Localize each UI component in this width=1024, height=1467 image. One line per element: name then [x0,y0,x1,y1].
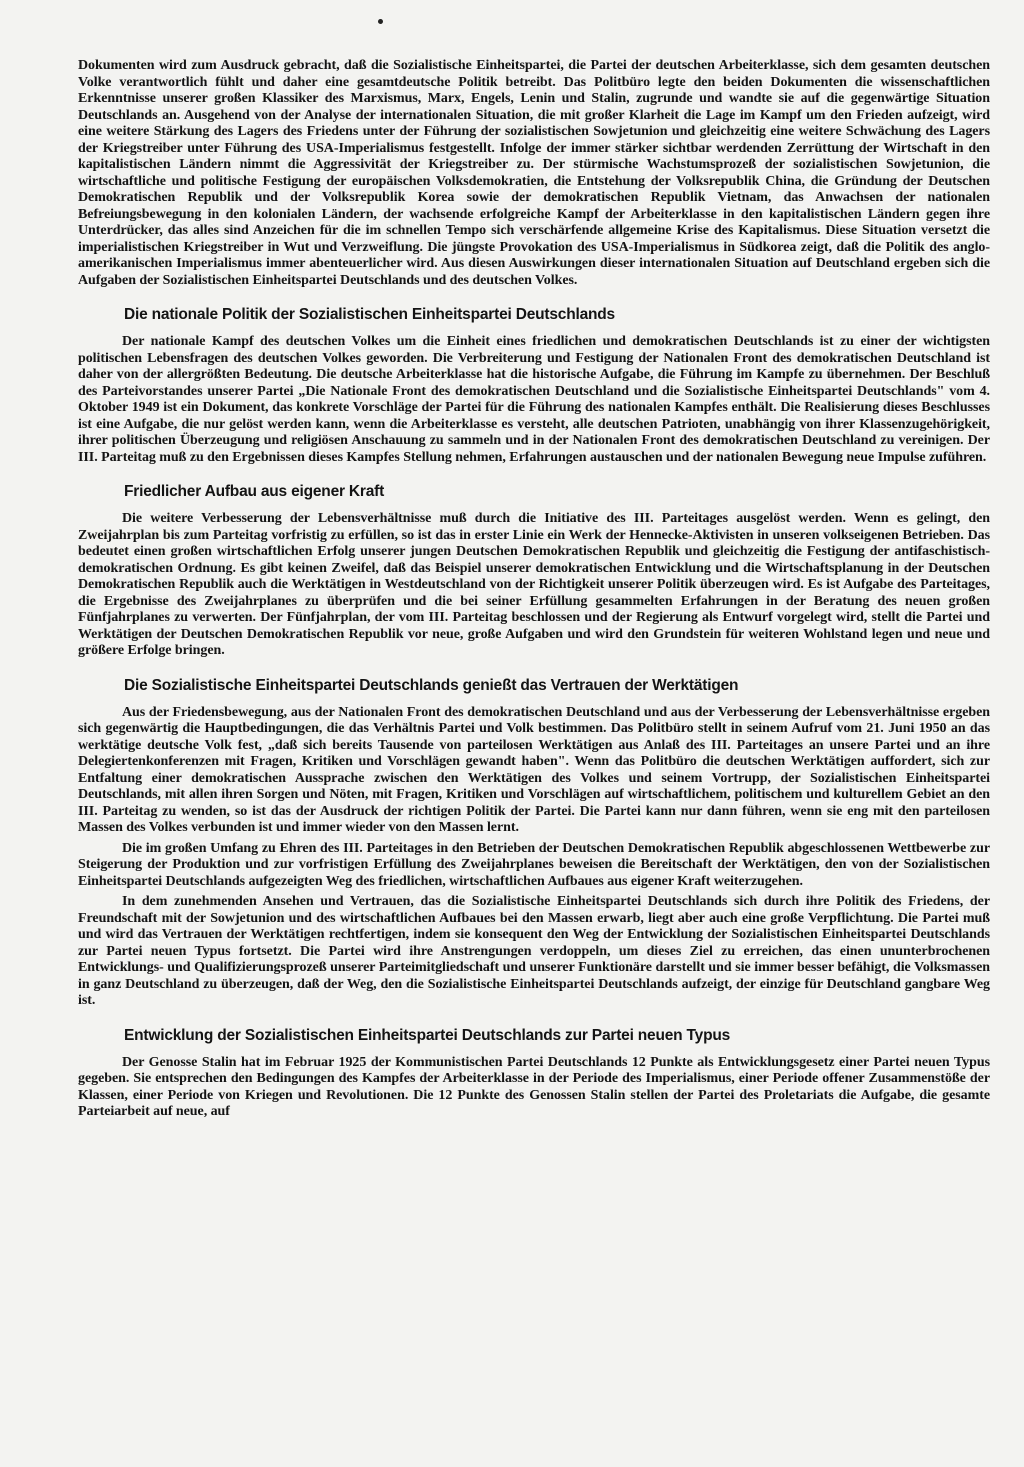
section-heading: Die Sozialistische Einheitspartei Deutschlands genießt das Vertrauen der Werktätigen [124,676,739,694]
section-friedlicher-aufbau [78,482,990,660]
intro-paragraph: Dokumenten wird zum Ausdruck gebracht, daß die Sozialistische Einheitspartei, die Partei der deutschen Arbeiterklasse, sich dem gesamten deutschen Volke verantwortlich fühlt und daher eine gesamtdeutsche Politik betreibt. Das Politbüro legte den beiden Dokumenten die wissenschaftlichen Erkenntnisse unserer großen Klassiker des Marxismus, Marx, Engels, Lenin und Stalin, zugrunde und wandte sie auf die gegenwärtige Situation Deutschlands an. Ausgehend von der Analyse der internationalen Situation, die mit großer Klarheit die Lage im Kampf um den Frieden aufzeigt, wird eine weitere Stärkung des Lagers des Friedens unter der Führung der sozialistischen Sowjetunion und gleichzeitig eine weitere Schwächung des Lagers der Kriegstreiber unter Führung des USA-Imperialismus festgestellt. Infolge der immer stärker sichtbar werdenden Zerrüttung der Wirtschaft in den kapitalistischen Ländern nimmt die Aggressivität der Kriegstreiber zu. Der stürmische Wachstumsprozeß der sozialistischen Sowjetunion, die wirtschaftliche und politische Festigung der europäischen Volksdemokratien, die Entstehung der Volksrepublik China, die Gründung der Deutschen Demokratischen Republik und der Volksrepublik Korea sowie der demokratischen Republik Vietnam, das Anwachsen der nationalen Befreiungsbewegung in den kolonialen Ländern, der wachsende erfolgreiche Kampf der Arbeiterklasse in den kapitalistischen Ländern gegen ihre Unterdrücker, das alles sind Anzeichen für die im schnellen Tempo sich verschärfende allgemeine Krise des Kapitalismus. Diese Situation versetzt die imperialistischen Kriegstreiber in Wut und Verzweiflung. Die jüngste Provokation des USA-Imperialismus in Südkorea zeigt, daß die Politik des anglo-amerikanischen Imperialismus immer abenteuerlicher wird. Aus diesen Auswirkungen dieser internationalen Situation auf Deutschland ergeben sich die Aufgaben der Sozialistischen Einheitspartei Deutschlands und des deutschen Volkes. [78,58,990,288]
section-heading: Die nationale Politik der Sozialistischen Einheitspartei Deutschlands [124,306,615,323]
print-speck [378,19,383,24]
section-vertrauen [78,676,990,1010]
section-paragraph: In dem zunehmenden Ansehen und Vertrauen, das die Sozialistische Einheitspartei Deutschlands sich durch ihre Politik des Friedens, der Freundschaft mit der Sowjetunion und des wirtschaftlichen Aufbaues bei den Massen erwarb, liegt aber auch eine große Verpflichtung. Die Partei muß und wird das Vertrauen der Werktätigen rechtfertigen, indem sie konsequent den Weg der Entwicklung der Sozialistischen Einheitspartei Deutschlands zur Partei neuen Typus fortsetzt. Die Partei wird ihre Anstrengungen verdoppeln, um dieses Ziel zu erreichen, das einen ununterbrochenen Entwicklungs- und Qualifizierungsprozeß unserer Parteimitgliedschaft und unserer Funktionäre darstellt und sie immer besser befähigt, die Volksmassen in ganz Deutschland zu überzeugen, daß der Weg, den die Sozialistische Einheitspartei Deutschlands aufzeigt, der einzige für Deutschland gangbare Weg ist. [78,894,990,1008]
section-nationale-politik [78,305,990,466]
section-paragraph: Der Genosse Stalin hat im Februar 1925 der Kommunistischen Partei Deutschlands 12 Punkte als Entwicklungsgesetz einer Partei neuen Typus gegeben. Sie entsprechen den Bedingungen des Kampfes der Arbeiterklasse in der Periode des Imperialismus, einer Periode offener Zusammenstöße der Klassen, einer Periode von Kriegen und Revolutionen. Die 12 Punkte des Genossen Stalin stellen der Partei des Proletariats die Aufgabe, die gesamte Parteiarbeit auf neue, auf [78,1054,990,1119]
section-paragraph: Die im großen Umfang zu Ehren des III. Parteitages in den Betrieben der Deutschen Demokratischen Republik abgeschlossenen Wettbewerbe zur Steigerung der Produktion und zur vorfristigen Erfüllung des Zweijahrplanes beweisen die Bereitschaft der Werktätigen, den von der Sozialistischen Einheitspartei Deutschlands aufgezeigten Weg des friedlichen, wirtschaftlichen Aufbaues aus eigener Kraft weiterzugehen. [78,840,990,889]
section-partei-neuen-typus [78,1026,990,1121]
document-page [78,58,990,1388]
section-heading: Friedlicher Aufbau aus eigener Kraft [124,483,385,500]
section-paragraph: Der nationale Kampf des deutschen Volkes um die Einheit eines friedlichen und demokratischen Deutschlands ist zu einer der wichtigsten politischen Lebensfragen des deutschen Volkes geworden. Die Verbreiterung und Festigung der Nationalen Front des demokratischen Deutschland ist daher von der allergrößten Bedeutung. Die deutsche Arbeiterklasse hat die historische Aufgabe, die Führung im Kampfe zu übernehmen. Der Beschluß des Parteivorstandes unserer Partei „Die Nationale Front des demokratischen Deutschland und die Sozialistische Einheitspartei Deutschlands" vom 4. Oktober 1949 ist ein Dokument, das konkrete Vorschläge der Partei für die Führung des nationalen Kampfes enthält. Die Realisierung dieses Beschlusses ist eine Aufgabe, die nur gelöst werden kann, wenn die Arbeiterklasse es versteht, alle deutschen Patrioten, unabhängig von ihrer Klassenzugehörigkeit, ihrer politischen Überzeugung und religiösen Anschauung zu sammeln und in der Nationalen Front des demokratischen Deutschland zu vereinigen. Der III. Parteitag muß zu den Ergebnissen dieses Kampfes Stellung nehmen, Erfahrungen austauschen und der nationalen Bewegung neue Impulse zuführen. [78,334,990,465]
section-paragraph: Aus der Friedensbewegung, aus der Nationalen Front des demokratischen Deutschland und aus der Verbesserung der Lebensverhältnisse ergeben sich gegenwärtig die Hauptbedingungen, die das Verhältnis Partei und Volk bestimmen. Das Politbüro stellt in seinem Aufruf vom 21. Juni 1950 an das werktätige deutsche Volk fest, „daß sich bereits Tausende von parteilosen Werktätigen aus Anlaß des III. Parteitages an unsere Partei und an ihre Delegiertenkonferenzen mit Fragen, Kritiken und Vorschlägen gewandt haben". Wenn das Politbüro die deutschen Werktätigen auffordert, sich zur Entfaltung einer demokratischen Aussprache zwischen den Werktätigen des Volkes und seinem Vortrupp, der Sozialistischen Einheitspartei Deutschlands, mit allen ihren Sorgen und Nöten, mit Fragen, Kritiken und Vorschlägen auf wirtschaftlichem, politischem und kulturellem Gebiet an den III. Parteitag zu wenden, so ist das der Ausdruck der richtigen Politik der Partei. Die Partei kann nur dann führen, wenn sie eng mit den parteilosen Massen des Volkes verbunden ist und immer wieder von den Massen lernt. [78,704,990,835]
section-heading: Entwicklung der Sozialistischen Einheitspartei Deutschlands zur Partei neuen Typus [124,1026,731,1044]
section-paragraph: Die weitere Verbesserung der Lebensverhältnisse muß durch die Initiative des III. Parteitages ausgelöst werden. Wenn es gelingt, den Zweijahrplan bis zum Parteitag vorfristig zu erfüllen, so ist das in erster Linie ein Werk der Hennecke-Aktivisten in unseren volkseigenen Betrieben. Das bedeutet einen großen wirtschaftlichen Erfolg unserer jungen Deutschen Demokratischen Republik und gleichzeitig die Festigung der antifaschistisch-demokratischen Ordnung. Es gibt keinen Zweifel, daß das Beispiel unserer demokratischen Entwicklung und die Wirtschaftsplanung in der Deutschen Demokratischen Republik auch die Werktätigen in Westdeutschland von der Richtigkeit unserer Politik überzeugen wird. Es ist Aufgabe des Parteitages, die Ergebnisse des Zweijahrplanes zu überprüfen und die bei seiner Erfüllung gesammelten Erfahrungen in der Beratung des neuen großen Fünfjahrplanes zu verwerten. Der Fünfjahrplan, der vom III. Parteitag beschlossen und der Regierung als Entwurf vorgelegt wird, stellt die Partei und Werktätigen der Deutschen Demokratischen Republik vor neue, große Aufgaben und wird den Grundstein für weiteren Wohlstand legen und neue und größere Erfolge bringen. [78,511,990,658]
